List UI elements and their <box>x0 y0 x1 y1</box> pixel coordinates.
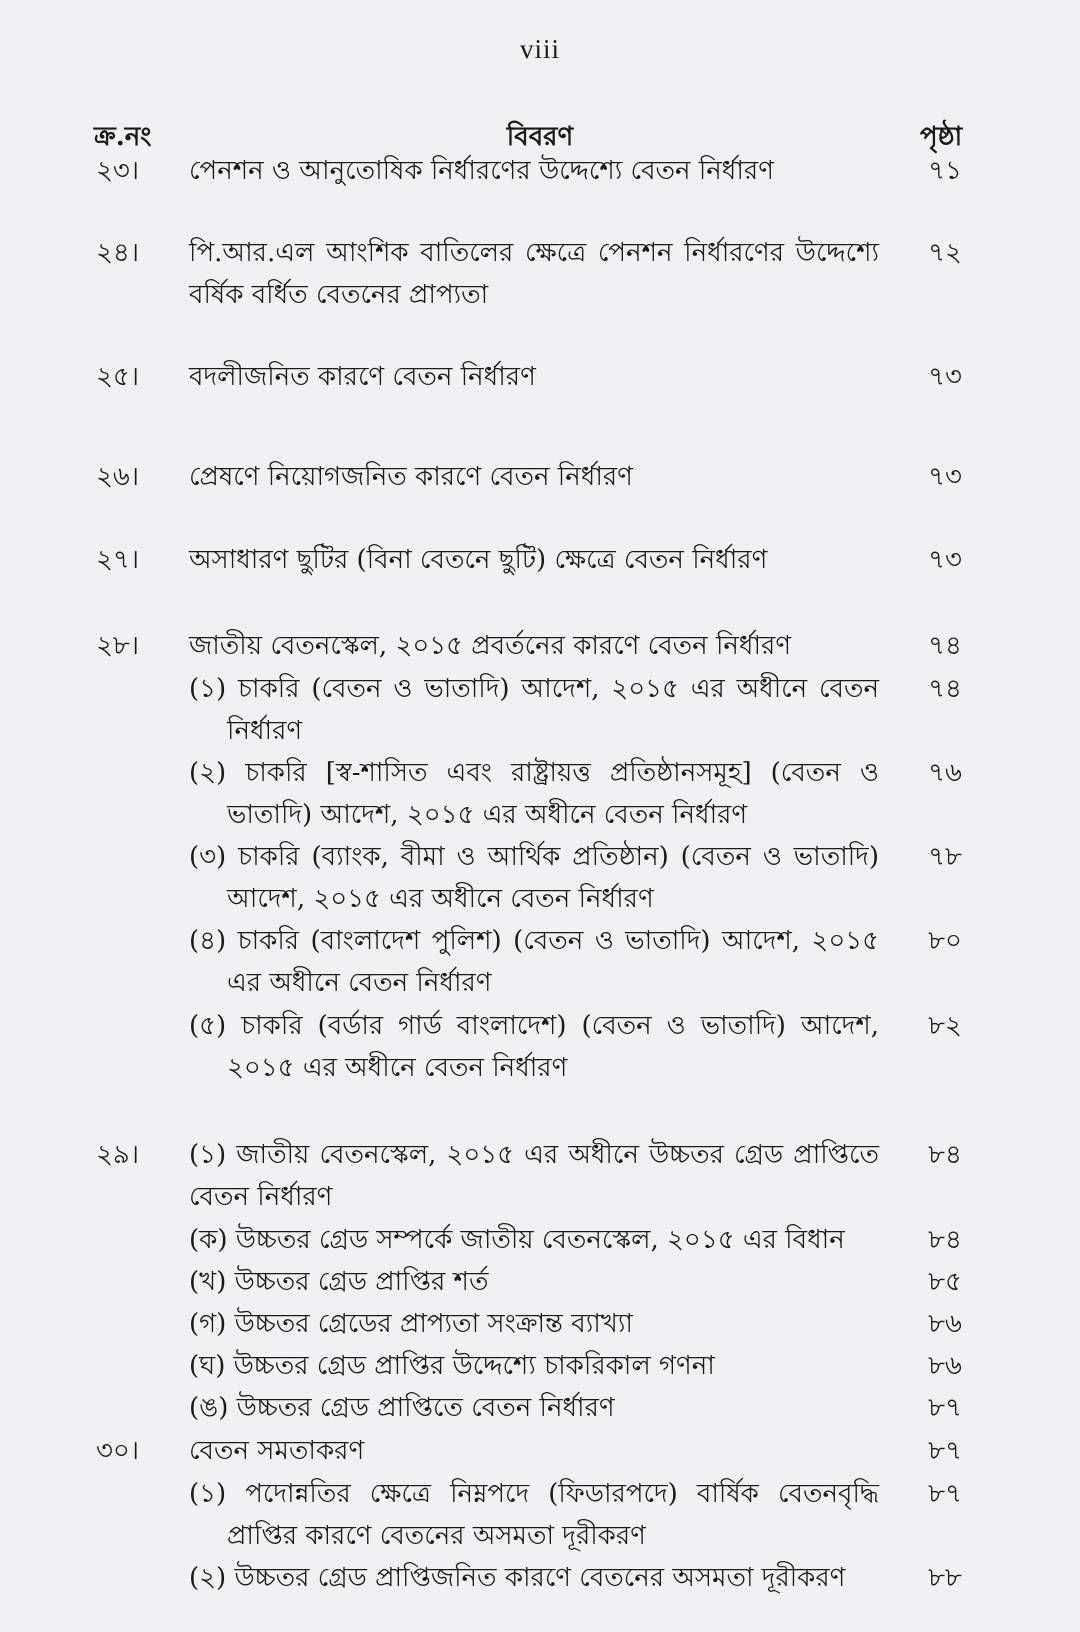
description-column-header: বিবরণ <box>506 122 574 152</box>
entry-text: (ক) উচ্চতর গ্রেড সম্পর্কে জাতীয় বেতনস্কেল, ২০১৫ এর বিধান <box>189 1225 845 1255</box>
entry-text: (৩) চাকরি (ব্যাংক, বীমা ও আর্থিক প্রতিষ্ঠান) (বেতন ও ভাতাদি) আদেশ, ২০১৫ এর অধীনে বেতন নির্ধারণ <box>189 842 879 914</box>
entry-text: প্রেষণে নিয়োগজনিত কারণে বেতন নির্ধারণ <box>189 462 633 492</box>
serial-column-header: ক্র.নং <box>94 122 152 152</box>
page-number: viii <box>519 34 560 64</box>
entry-text: (১) পদোন্নতির ক্ষেত্রে নিম্নপদে (ফিডারপদে) বার্ষিক বেতনবৃদ্ধি প্রাপ্তির কারণে বেতনের অসমতা দূরীকরণ <box>189 1479 879 1551</box>
entry-text: পি.আর.এল আংশিক বাতিলের ক্ষেত্রে পেনশন নির্ধারণের উদ্দেশ্যে বর্ষিক বর্ধিত বেতনের প্রাপ্যতা <box>189 238 879 310</box>
entry-page: ৮০ <box>928 926 962 956</box>
entry-serial: ৩০। <box>96 1436 140 1466</box>
entry-page: ৮২ <box>928 1011 962 1041</box>
entry-page: ৮৪ <box>928 1225 962 1255</box>
entry-page: ৭২ <box>928 238 962 268</box>
entry-serial: ২৮। <box>96 631 140 661</box>
entry-serial: ২৪। <box>96 238 140 268</box>
page-column-header: পৃষ্ঠা <box>920 122 963 152</box>
entry-page: ৭৪ <box>928 674 962 704</box>
entry-text: (গ) উচ্চতর গ্রেডের প্রাপ্যতা সংক্রান্ত ব্যাখ্যা <box>189 1309 633 1339</box>
entry-text: বেতন সমতাকরণ <box>189 1436 365 1466</box>
entry-serial: ২৫। <box>96 362 140 392</box>
entry-page: ৭৮ <box>928 842 962 872</box>
entry-text: অসাধারণ ছুটির (বিনা বেতনে ছুটি) ক্ষেত্রে বেতন নির্ধারণ <box>189 545 768 575</box>
entry-text: জাতীয় বেতনস্কেল, ২০১৫ প্রবর্তনের কারণে বেতন নির্ধারণ <box>189 631 792 661</box>
entry-page: ৮৭ <box>928 1479 962 1509</box>
entry-page: ৮৫ <box>928 1267 962 1297</box>
entry-page: ৮৬ <box>928 1351 962 1381</box>
entry-text: (১) চাকরি (বেতন ও ভাতাদি) আদেশ, ২০১৫ এর অধীনে বেতন নির্ধারণ <box>189 674 879 746</box>
entry-page: ৭৪ <box>928 631 962 661</box>
entry-page: ৭৬ <box>928 758 962 788</box>
entry-text: (১) জাতীয় বেতনস্কেল, ২০১৫ এর অধীনে উচ্চতর গ্রেড প্রাপ্তিতে বেতন নির্ধারণ <box>189 1140 879 1212</box>
entry-text: (ঙ) উচ্চতর গ্রেড প্রাপ্তিতে বেতন নির্ধারণ <box>189 1393 615 1423</box>
entry-page: ৭৩ <box>928 362 962 392</box>
entry-text: (৫) চাকরি (বর্ডার গার্ড বাংলাদেশ) (বেতন ও ভাতাদি) আদেশ, ২০১৫ এর অধীনে বেতন নির্ধারণ <box>189 1011 879 1083</box>
entry-serial: ২৯। <box>96 1140 140 1170</box>
entry-page: ৮৪ <box>928 1140 962 1170</box>
entry-text: (৪) চাকরি (বাংলাদেশ পুলিশ) (বেতন ও ভাতাদি) আদেশ, ২০১৫ এর অধীনে বেতন নির্ধারণ <box>189 926 879 998</box>
entry-text: পেনশন ও আনুতোষিক নির্ধারণের উদ্দেশ্যে বেতন নির্ধারণ <box>189 156 774 186</box>
entry-page: ৮৮ <box>928 1563 962 1593</box>
entry-text: (ঘ) উচ্চতর গ্রেড প্রাপ্তির উদ্দেশ্যে চাকরিকাল গণনা <box>189 1351 715 1381</box>
entry-serial: ২৬। <box>96 462 140 492</box>
entry-text: বদলীজনিত কারণে বেতন নির্ধারণ <box>189 362 536 392</box>
entry-text: (২) চাকরি [স্ব-শাসিত এবং রাষ্ট্রায়ত্ত প্রতিষ্ঠানসমূহ] (বেতন ও ভাতাদি) আদেশ, ২০১৫ এর অধীনে বেতন নির্ধারণ <box>189 758 879 830</box>
entry-page: ৭৩ <box>928 545 962 575</box>
entry-serial: ২৭। <box>96 545 140 575</box>
entry-page: ৮৭ <box>928 1436 962 1466</box>
entry-page: ৮৭ <box>928 1393 962 1423</box>
entry-text: (খ) উচ্চতর গ্রেড প্রাপ্তির শর্ত <box>189 1267 489 1297</box>
entry-serial: ২৩। <box>96 156 140 186</box>
entry-text: (২) উচ্চতর গ্রেড প্রাপ্তিজনিত কারণে বেতনের অসমতা দূরীকরণ <box>189 1563 846 1593</box>
entry-page: ৭১ <box>928 156 962 186</box>
entry-page: ৮৬ <box>928 1309 962 1339</box>
entry-page: ৭৩ <box>928 462 962 492</box>
